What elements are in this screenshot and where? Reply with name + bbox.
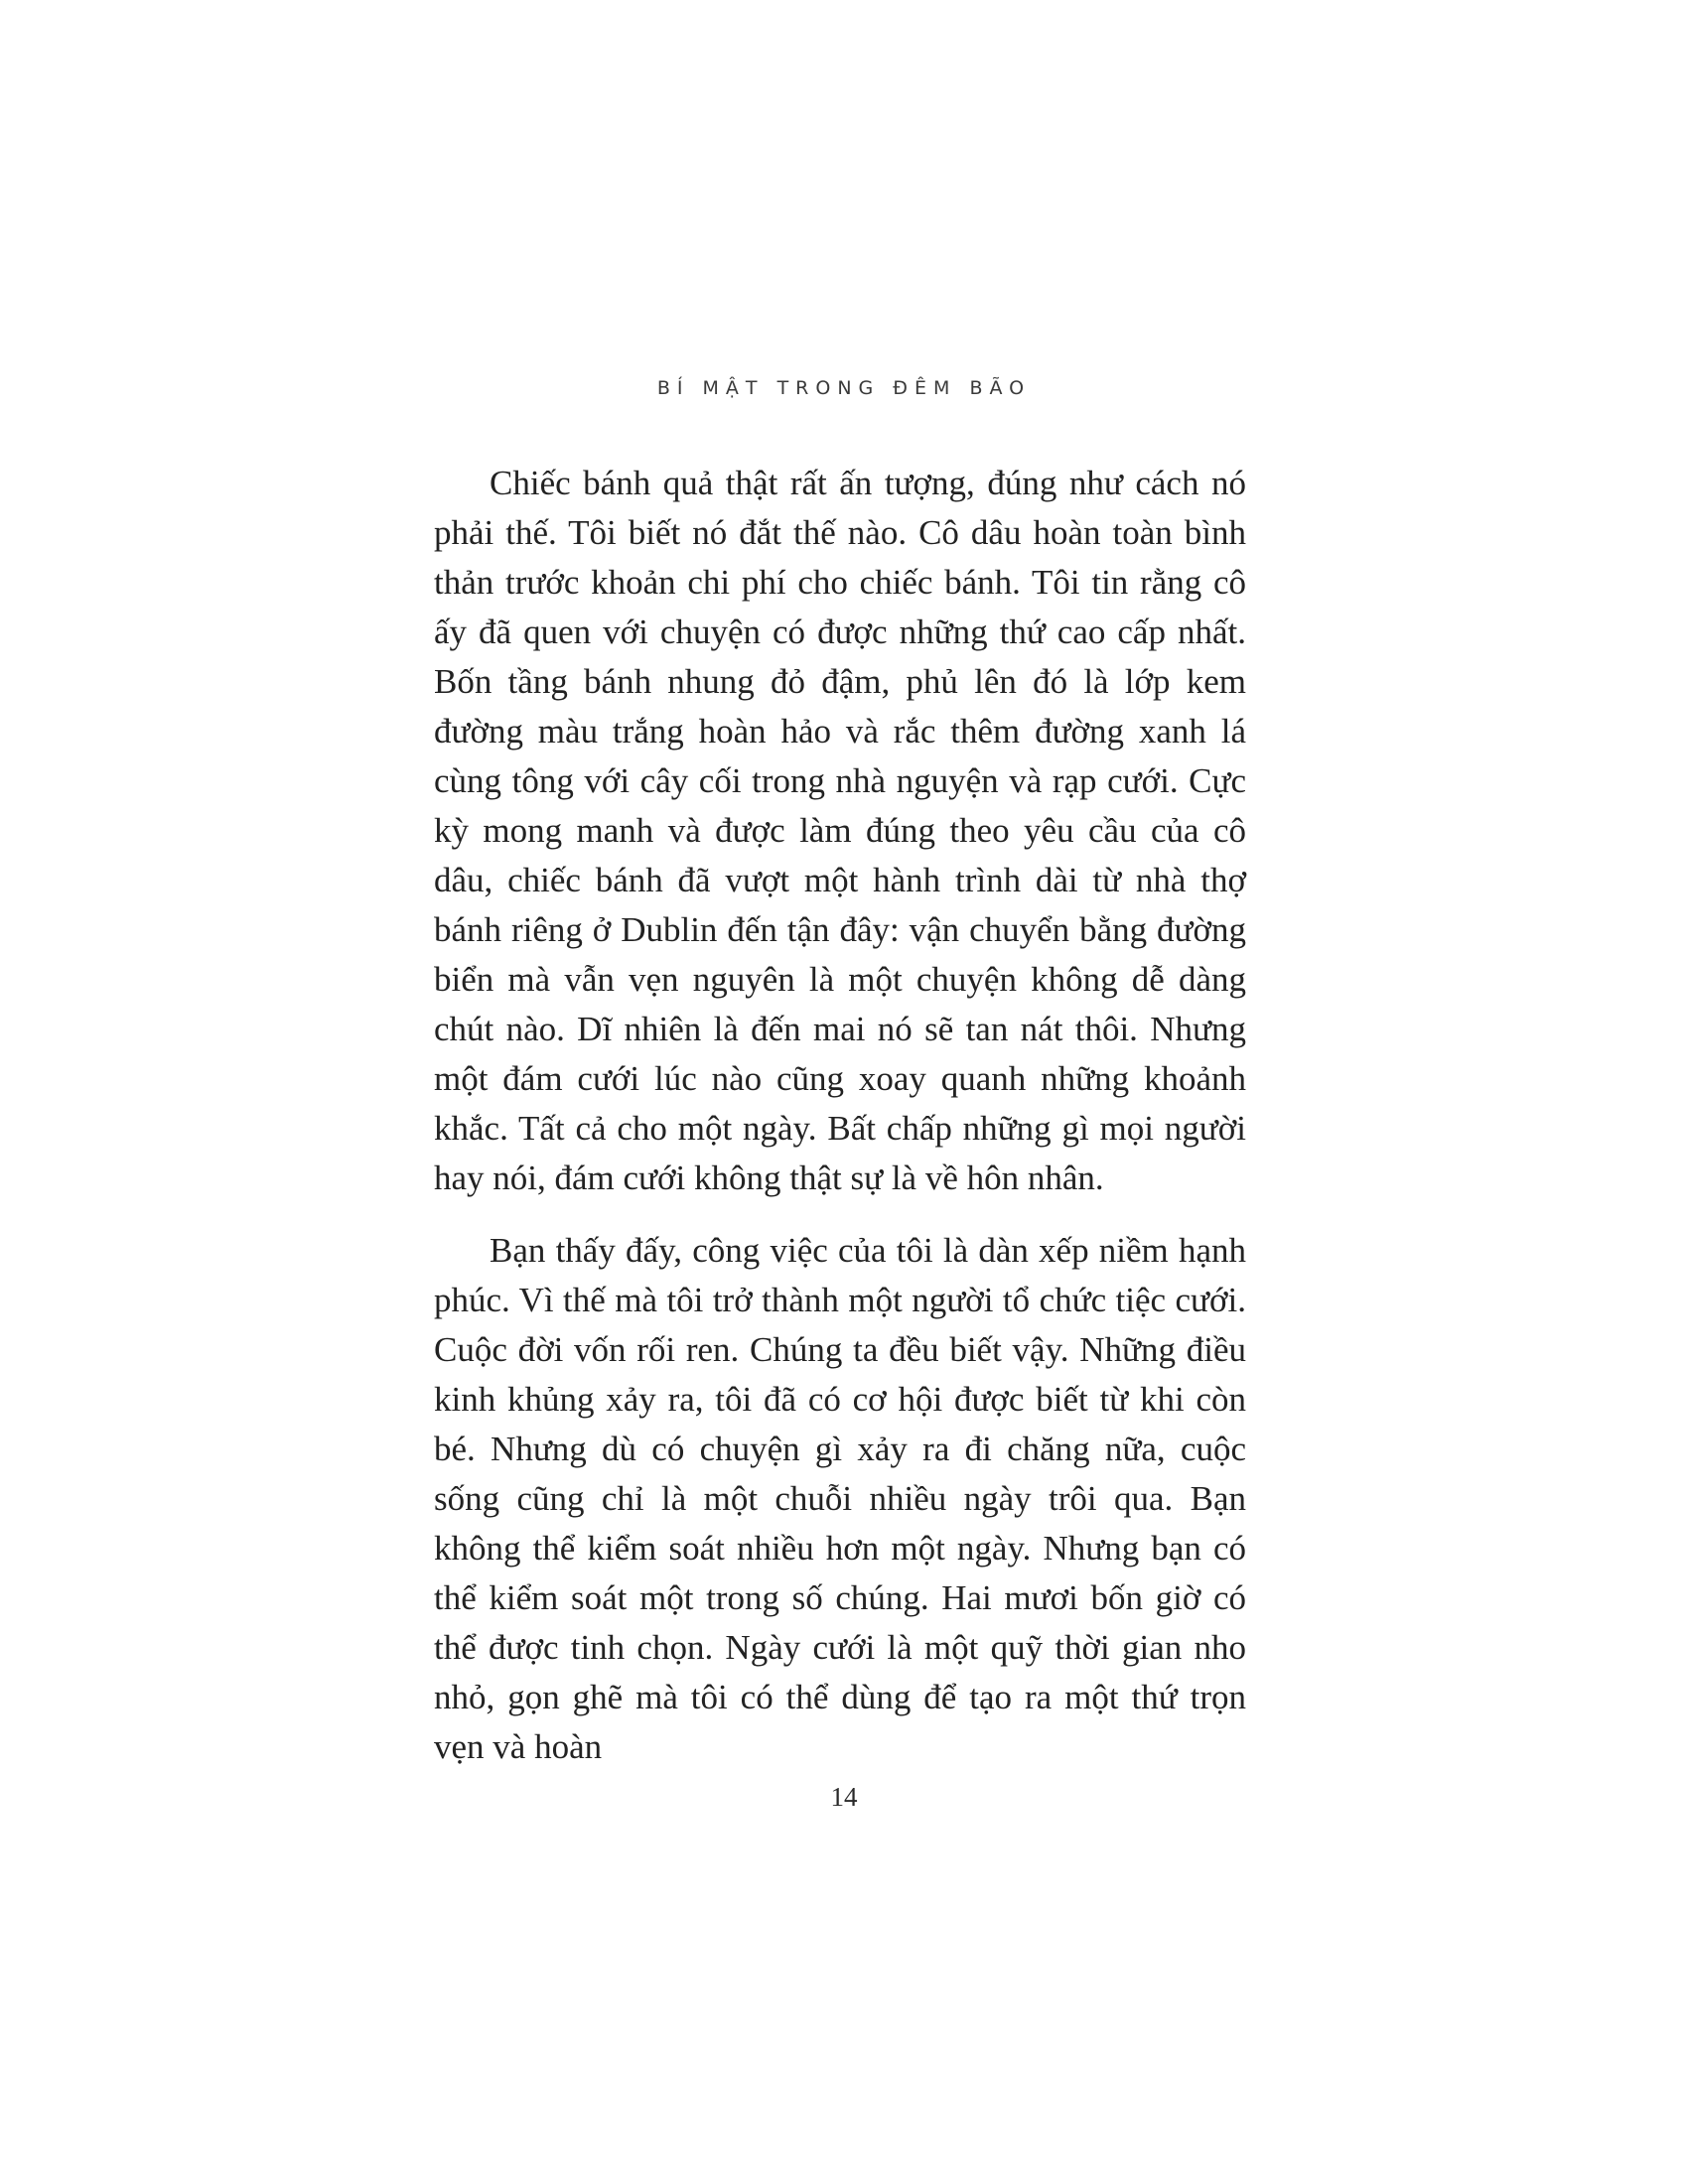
paragraph-1: Chiếc bánh quả thật rất ấn tượng, đúng như cách nó phải thế. Tôi biết nó đắt thế nào. Cô dâu hoàn toàn bình thản trước khoản chi phí cho chiếc bánh. Tôi tin rằng cô ấy đã quen với chuyện có được những thứ cao cấp nhất. Bốn tầng bánh nhung đỏ đậm, phủ lên đó là lớp kem đường màu trắng hoàn hảo và rắc thêm đường xanh lá cùng tông với cây cối trong nhà nguyện và rạp cưới. Cực kỳ mong manh và được làm đúng theo yêu cầu của cô dâu, chiếc bánh đã vượt một hành trình dài từ nhà thợ bánh riêng ở Dublin đến tận đây: vận chuyển bằng đường biển mà vẫn vẹn nguyên là một chuyện không dễ dàng chút nào. Dĩ nhiên là đến mai nó sẽ tan nát thôi. Nhưng một đám cưới lúc nào cũng xoay quanh những khoảnh khắc. Tất cả cho một ngày. Bất chấp những gì mọi người hay nói, đám cưới không thật sự là về hôn nhân. bbox=[434, 464, 1246, 1197]
paragraph-2: Bạn thấy đấy, công việc của tôi là dàn xếp niềm hạnh phúc. Vì thế mà tôi trở thành một người tổ chức tiệc cưới. Cuộc đời vốn rối ren. Chúng ta đều biết vậy. Những điều kinh khủng xảy ra, tôi đã có cơ hội được biết từ khi còn bé. Nhưng dù có chuyện gì xảy ra đi chăng nữa, cuộc sống cũng chỉ là một chuỗi nhiều ngày trôi qua. Bạn không thể kiểm soát nhiều hơn một ngày. Nhưng bạn có thể kiểm soát một trong số chúng. Hai mươi bốn giờ có thể được tinh chọn. Ngày cưới là một quỹ thời gian nho nhỏ, gọn ghẽ mà tôi có thể dùng để tạo ra một thứ trọn vẹn và hoàn bbox=[434, 1231, 1246, 1766]
page-number: 14 bbox=[830, 1782, 858, 1812]
running-header-title: BÍ MẬT TRONG ĐÊM BÃO bbox=[656, 377, 1032, 399]
body-text bbox=[434, 459, 1246, 1772]
